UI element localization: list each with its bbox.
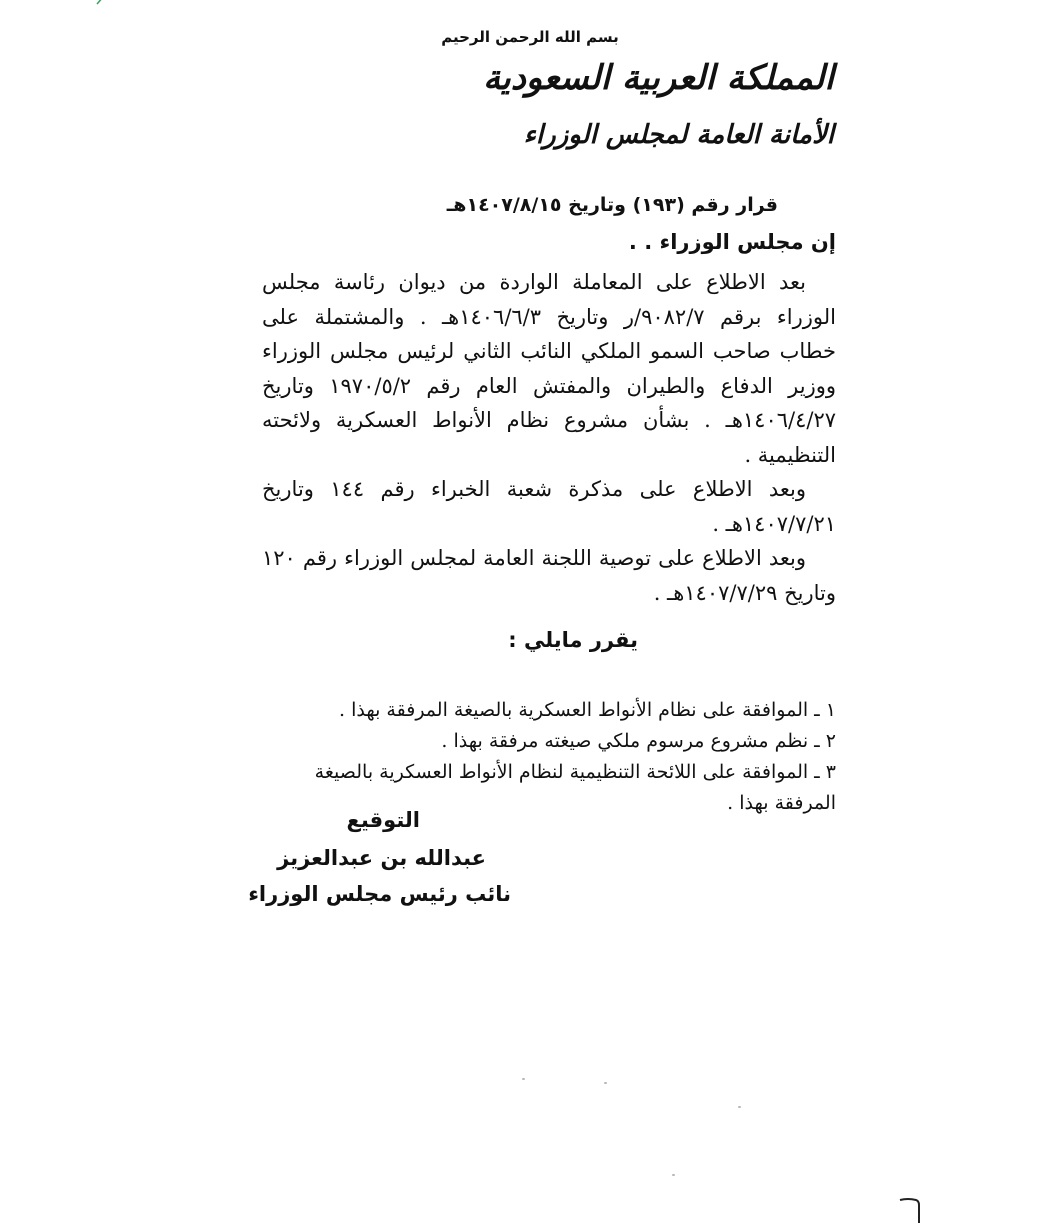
council-line: إن مجلس الوزراء . . <box>628 230 836 254</box>
header-secretariat: الأمانة العامة لمجلس الوزراء <box>523 120 834 150</box>
corner-bracket-mark <box>898 1196 922 1223</box>
paragraph: وبعد الاطلاع على مذكرة شعبة الخبراء رقم ١٤٤ وتاريخ ١٤٠٧/٧/٢١هـ . <box>262 477 836 536</box>
resolution-item: ٣ ـ الموافقة على اللائحة التنظيمية لنظام الأنواط العسكرية بالصيغة المرفقة بهذا . <box>314 761 836 814</box>
document-body <box>262 265 836 610</box>
scan-speck <box>738 1106 741 1108</box>
basmala: بسم الله الرحمن الرحيم <box>441 28 619 46</box>
scan-speck <box>522 1078 525 1080</box>
paragraph: بعد الاطلاع على المعاملة الواردة من ديوان رئاسة مجلس الوزراء برقم ٩٠٨٢/٧/ر وتاريخ ١٤٠٦/٦/٣هـ . والمشتملة على خطاب صاحب السمو الملكي النائب الثاني لرئيس مجلس الوزراء ووزير الدفاع والطيران والمفتش العام رقم ١٩٧٠/٥/٢ وتاريخ ١٤٠٦/٤/٢٧هـ . بشأن مشروع نظام الأنواط العسكرية ولائحته التنظيمية . <box>262 270 837 467</box>
scan-speck <box>604 1082 607 1084</box>
signatory-name: عبدالله بن عبدالعزيز <box>277 846 486 870</box>
resolution-item: ٢ ـ نظم مشروع مرسوم ملكي صيغته مرفقة بهذا . <box>441 730 836 752</box>
signatory-title: نائب رئيس مجلس الوزراء <box>248 882 511 906</box>
paragraph: وبعد الاطلاع على توصية اللجنة العامة لمجلس الوزراء رقم ١٢٠ وتاريخ ١٤٠٧/٧/٢٩هـ . <box>262 546 836 605</box>
signature-heading: التوقيع <box>346 808 420 832</box>
scan-speck <box>672 1174 675 1176</box>
resolution-items <box>262 695 836 819</box>
header-kingdom: المملكة العربية السعودية <box>483 58 834 98</box>
corner-mark <box>96 0 106 6</box>
decision-title: قرار رقم (١٩٣) وتاريخ ١٤٠٧/٨/١٥هـ <box>446 194 778 216</box>
resolves-heading: يقرر مايلي : <box>508 628 638 652</box>
resolution-item: ١ ـ الموافقة على نظام الأنواط العسكرية بالصيغة المرفقة بهذا . <box>339 699 836 721</box>
